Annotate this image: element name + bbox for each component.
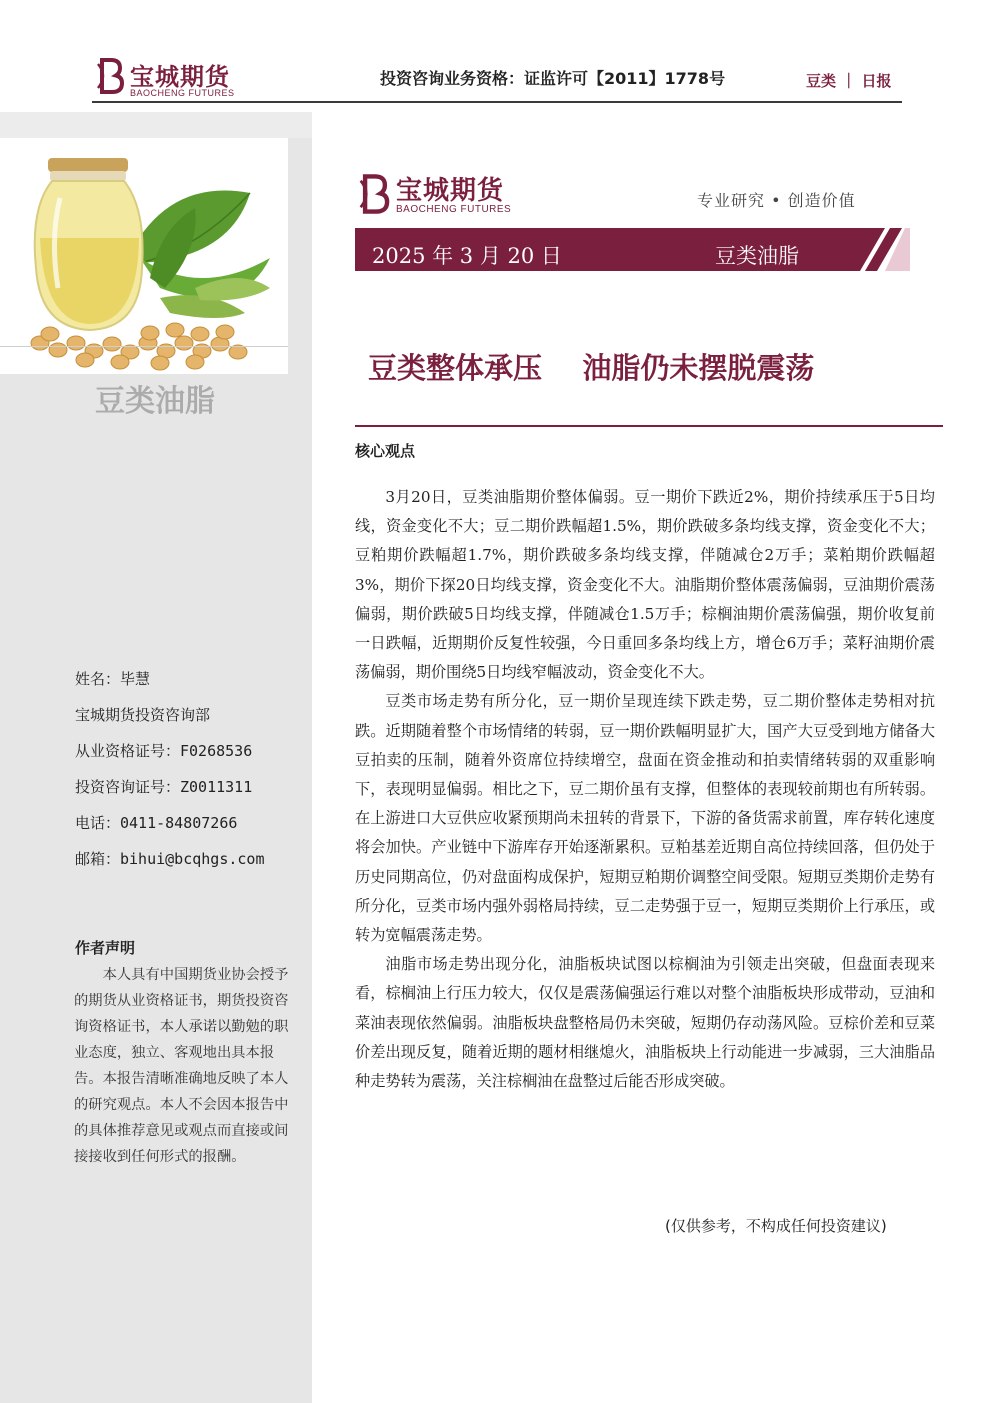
header-divider [92, 101, 902, 103]
qualification-text: 投资咨询业务资格：证监许可【2011】1778号 [380, 69, 726, 88]
body-paragraph: 豆类市场走势有所分化，豆一期价呈现连续下跌走势，豆二期价整体走势相对抗跌。近期随着整个市场情绪的转弱，豆一期价跌幅明显扩大，国产大豆受到地方储备大豆拍卖的压制，随着外资席位持续增空，盘面在资金推动和拍卖情绪转弱的双重影响下，表现明显偏弱。相比之下，豆二期价虽有支撑，但整体的表现较前期也有所转弱。在上游进口大豆供应收紧预期尚未扭转的背景下，下游的备货需求前置，库存转化速度将会加快。产业链中下游库存开始逐渐累积。豆粕基差近期自高位持续回落，但仍处于历史同期高位，仍对盘面构成保护，短期豆粕期价调整空间受限。短期豆类期价走势有所分化，豆类市场内强外弱格局持续，豆二走势强于豆一，短期豆类期价上行承压，或转为宽幅震荡走势。 [355, 692, 935, 945]
hero-divider [0, 346, 288, 347]
report-headline: 豆类整体承压 油脂仍未摆脱震荡 [368, 351, 815, 385]
brand-logo-icon [96, 56, 126, 96]
declaration-body: 本人具有中国期货业协会授予的期货从业资格证书，期货投资咨询资格证书，本人承诺以勤勉的职业态度，独立、客观地出具本报告。本报告清晰准确地反映了本人的研究观点。本人不会因本报告中的具体推荐意见或观点而直接或间接接收到任何形式的报酬。 [74, 967, 289, 1165]
header-logo [96, 56, 256, 100]
sidebar-top-strip [0, 112, 312, 138]
author-phone: 电话：0411-84807266 [75, 814, 238, 832]
author-advisory-license: 投资咨询证号：Z0011311 [75, 778, 253, 796]
main-brand-cn: 宝城期货 [396, 176, 505, 206]
report-body [355, 483, 935, 1096]
brand-logo-icon [358, 172, 392, 216]
header-brand-cn: 宝城期货 [130, 62, 230, 91]
headline-divider [355, 425, 943, 427]
main-brand-en: BAOCHENG FUTURES [396, 204, 512, 215]
body-paragraph: 油脂市场走势出现分化，油脂板块试图以棕榈油为引领走出突破，但盘面表现来看，棕榈油上行压力较大，仅仅是震荡偏强运行难以对整个油脂板块形成带动，豆油和菜油表现依然偏弱。油脂板块盘整格局仍未突破，短期仍存动荡风险。豆棕价差和豆菜价差出现反复，随着近期的题材相继熄火，油脂板块上行动能进一步减弱，三大油脂品种走势转为震荡，关注棕榈油在盘整过后能否形成突破。 [355, 955, 935, 1091]
header-brand-en: BAOCHENG FUTURES [130, 88, 235, 98]
report-category: 豆类 ｜ 日报 [806, 72, 892, 90]
body-paragraph: 3月20日，豆类油脂期价整体偏弱。豆一期价下跌近2%，期价持续承压于5日均线，资金变化不大；豆二期价跌幅超1.5%，期价跌破多条均线支撑，资金变化不大；豆粕期价跌幅超1.7%，期价跌破多条均线支撑，伴随减仓2万手；菜粕期价跌幅超3%，期价下探20日均线支撑，资金变化不大。油脂期价整体震荡偏弱，豆油期价震荡偏弱，期价跌破5日均线支撑，伴随减仓1.5万手；棕榈油期价震荡偏强，期价收复前一日跌幅，近期期价反复性较强，今日重回多条均线上方，增仓6万手；菜籽油期价震荡偏弱，期价围绕5日均线窄幅波动，资金变化不大。 [355, 488, 935, 682]
author-email[interactable]: 邮箱：bihui@bcqhgs.com [75, 850, 265, 868]
soybean-oil-illustration [0, 138, 288, 374]
banner-category: 豆类油脂 [715, 244, 799, 268]
section-title: 核心观点 [355, 442, 416, 460]
slogan: 专业研究 • 创造价值 [697, 191, 856, 210]
author-dept: 宝城期货投资咨询部 [75, 706, 211, 724]
author-license: 从业资格证号：F0268536 [75, 742, 253, 760]
disclaimer: (仅供参考，不构成任何投资建议) [665, 1217, 887, 1235]
report-date: 2025 年 3 月 20 日 [372, 244, 562, 268]
main-logo [358, 170, 538, 218]
sidebar-category-label: 豆类油脂 [95, 384, 215, 419]
declaration-title: 作者声明 [75, 939, 136, 957]
author-name: 姓名：毕慧 [75, 670, 151, 688]
hero-image [0, 138, 288, 374]
